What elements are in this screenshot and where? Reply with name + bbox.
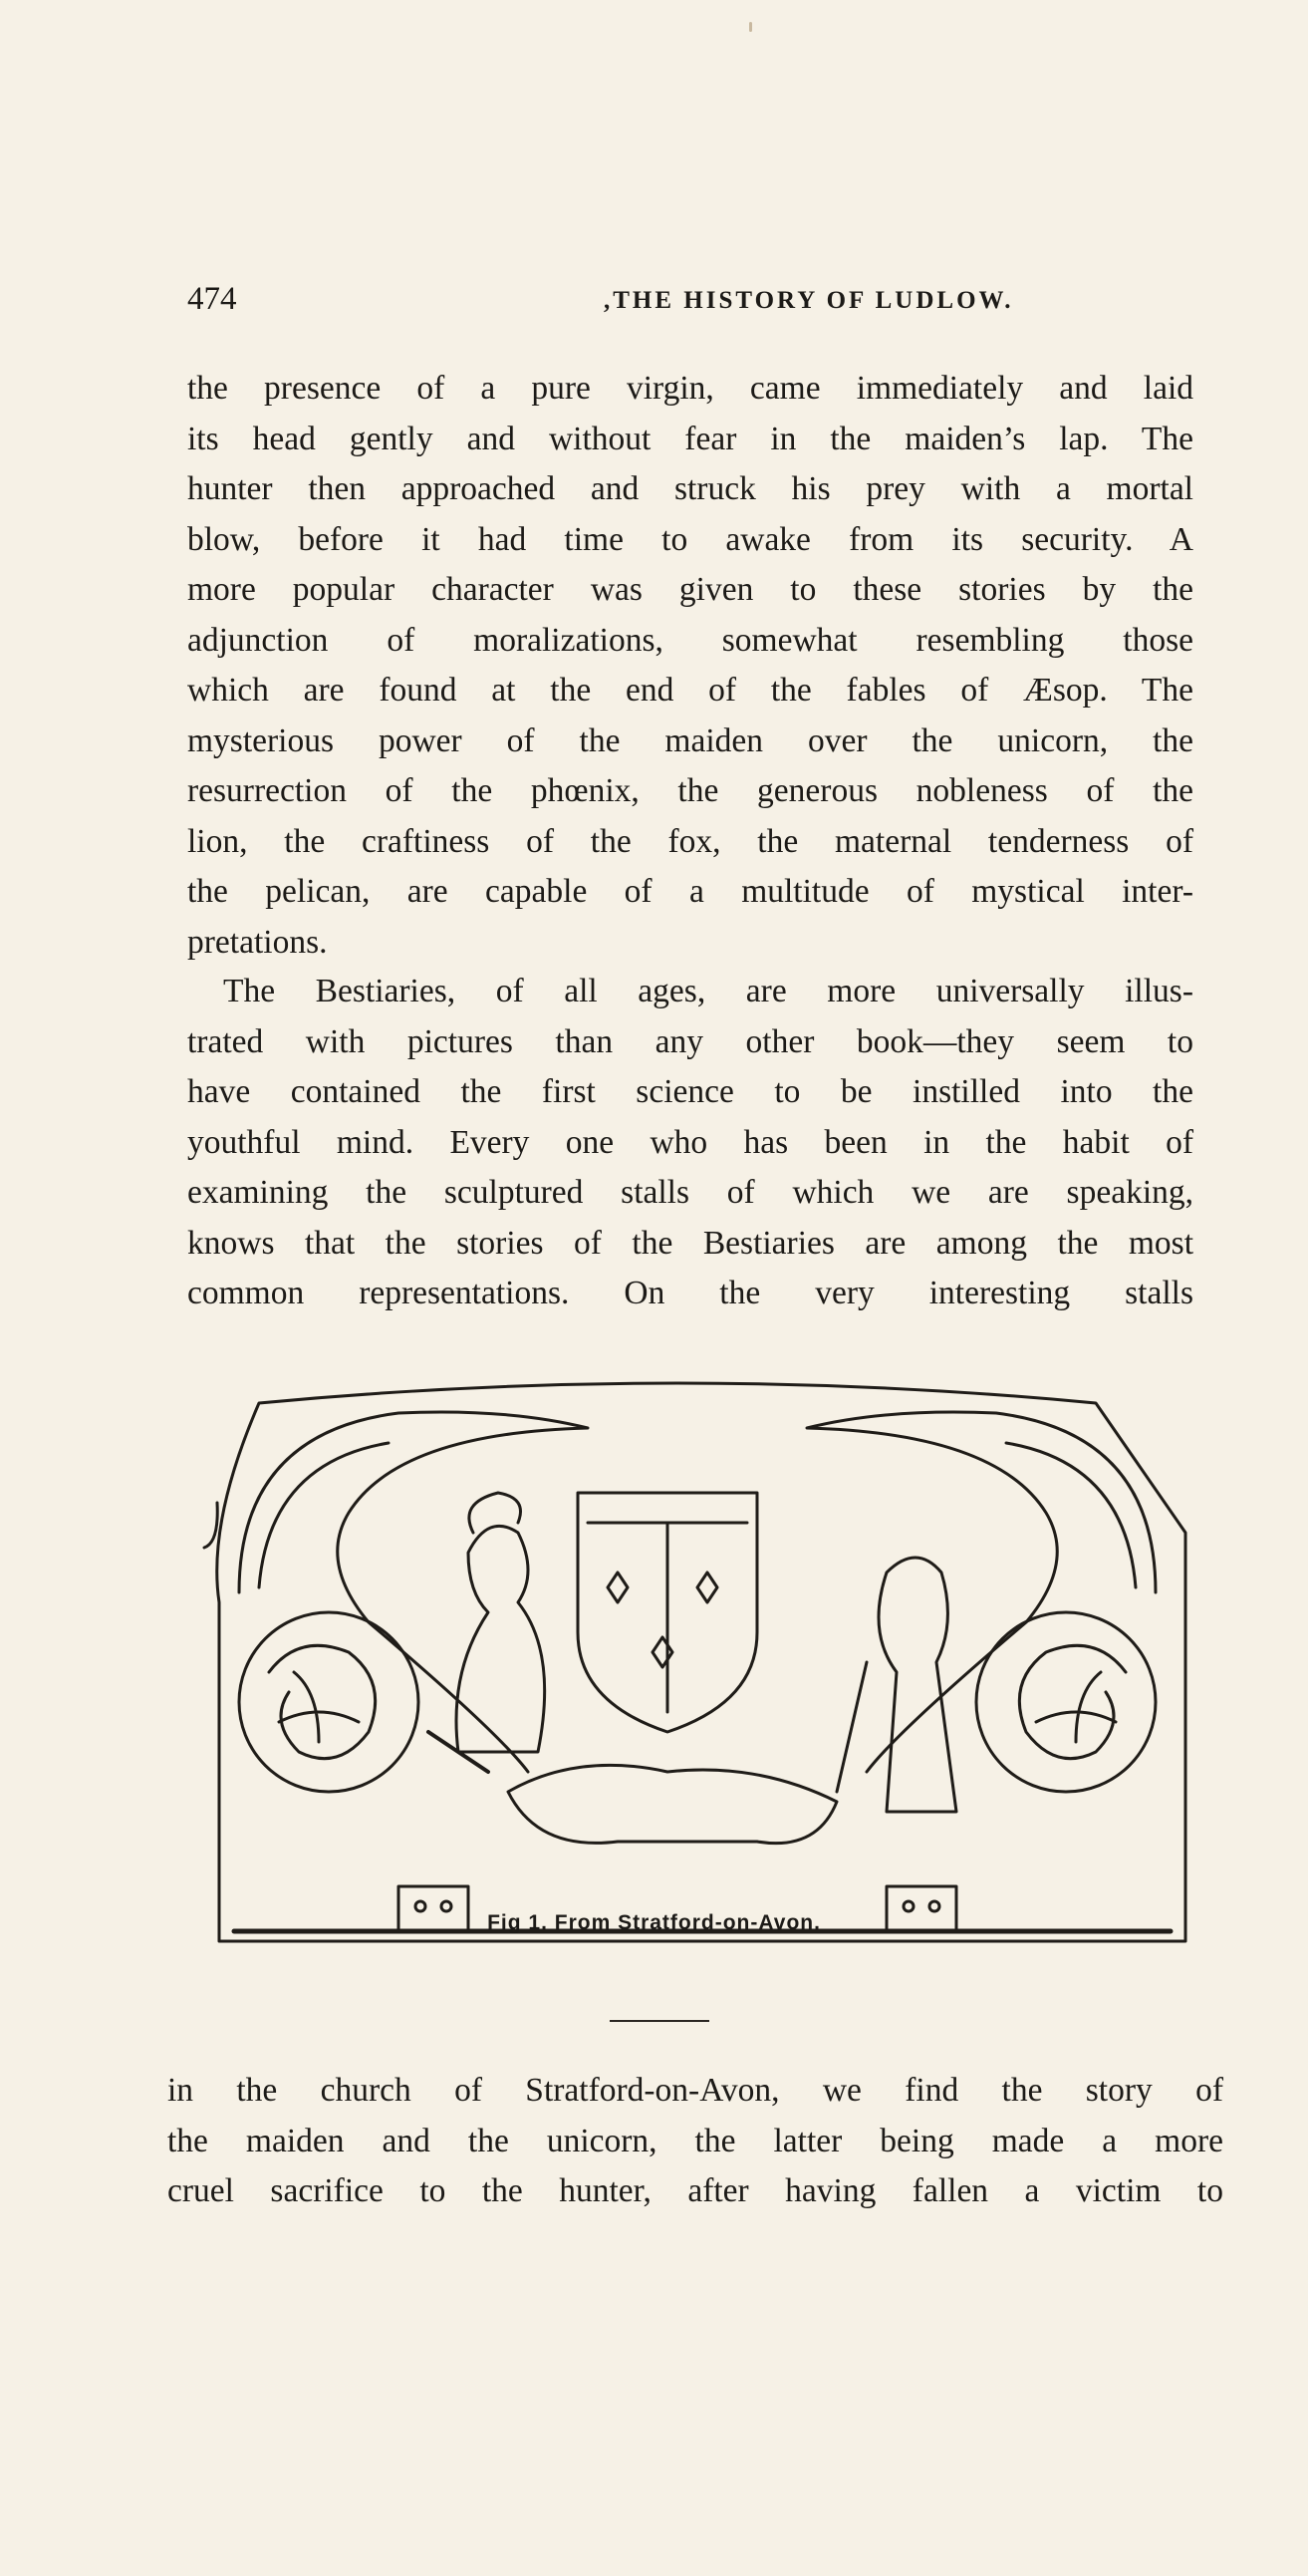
text-line: more popular character was given to these stories by the	[187, 571, 1193, 608]
text-line: youthful mind. Every one who has been in the habit of	[187, 1123, 1193, 1161]
text-line: its head gently and without fear in the maiden’s lap. The	[187, 420, 1193, 457]
text-line: the pelican, are capable of a multitude of mystical inter-	[187, 873, 1193, 910]
misericord-engraving	[199, 1373, 1195, 1971]
text-line: the presence of a pure virgin, came immediately and laid	[187, 370, 1193, 407]
text-line: lion, the craftiness of the fox, the maternal tenderness of	[187, 822, 1193, 860]
divider-rule	[610, 2020, 709, 2022]
text-line: mysterious power of the maiden over the unicorn, the	[187, 721, 1193, 759]
page-number: 474	[187, 281, 237, 317]
text-line: knows that the stories of the Bestiaries are among the most	[187, 1224, 1193, 1262]
text-line: hunter then approached and struck his prey with a mortal	[187, 470, 1193, 507]
text-line: trated with pictures than any other book—they seem to	[187, 1022, 1193, 1060]
text-line: cruel sacrifice to the hunter, after having fallen a victim to	[167, 2172, 1223, 2209]
running-title: ,THE HISTORY OF LUDLOW.	[604, 287, 1014, 314]
text-line: blow, before it had time to awake from its security. A	[187, 520, 1193, 558]
text-line: in the church of Stratford-on-Avon, we find the story of	[167, 2072, 1223, 2109]
figure-caption: Fig 1. From Stratford-on-Avon.	[487, 1911, 821, 1934]
text-line: pretations.	[187, 923, 328, 961]
paragraph-3	[167, 2066, 1223, 2217]
text-line: have contained the first science to be instilled into the	[187, 1073, 1193, 1110]
paragraph-2	[187, 967, 1193, 1319]
text-line: examining the sculptured stalls of which we are speaking,	[187, 1174, 1193, 1211]
stall-outline	[217, 1383, 1185, 1941]
page-header	[187, 281, 1183, 321]
text-line: The Bestiaries, of all ages, are more universally illus-	[223, 973, 1193, 1009]
text-line: adjunction of moralizations, somewhat resembling those	[187, 621, 1193, 659]
paragraph-1	[187, 364, 1193, 968]
text-line: the maiden and the unicorn, the latter being made a more	[167, 2122, 1223, 2159]
text-line: common representations. On the very interesting stalls	[187, 1275, 1193, 1311]
text-line: which are found at the end of the fables of Æsop. The	[187, 672, 1193, 709]
ink-speck	[749, 22, 752, 32]
text-line: resurrection of the phœnix, the generous nobleness of the	[187, 772, 1193, 809]
